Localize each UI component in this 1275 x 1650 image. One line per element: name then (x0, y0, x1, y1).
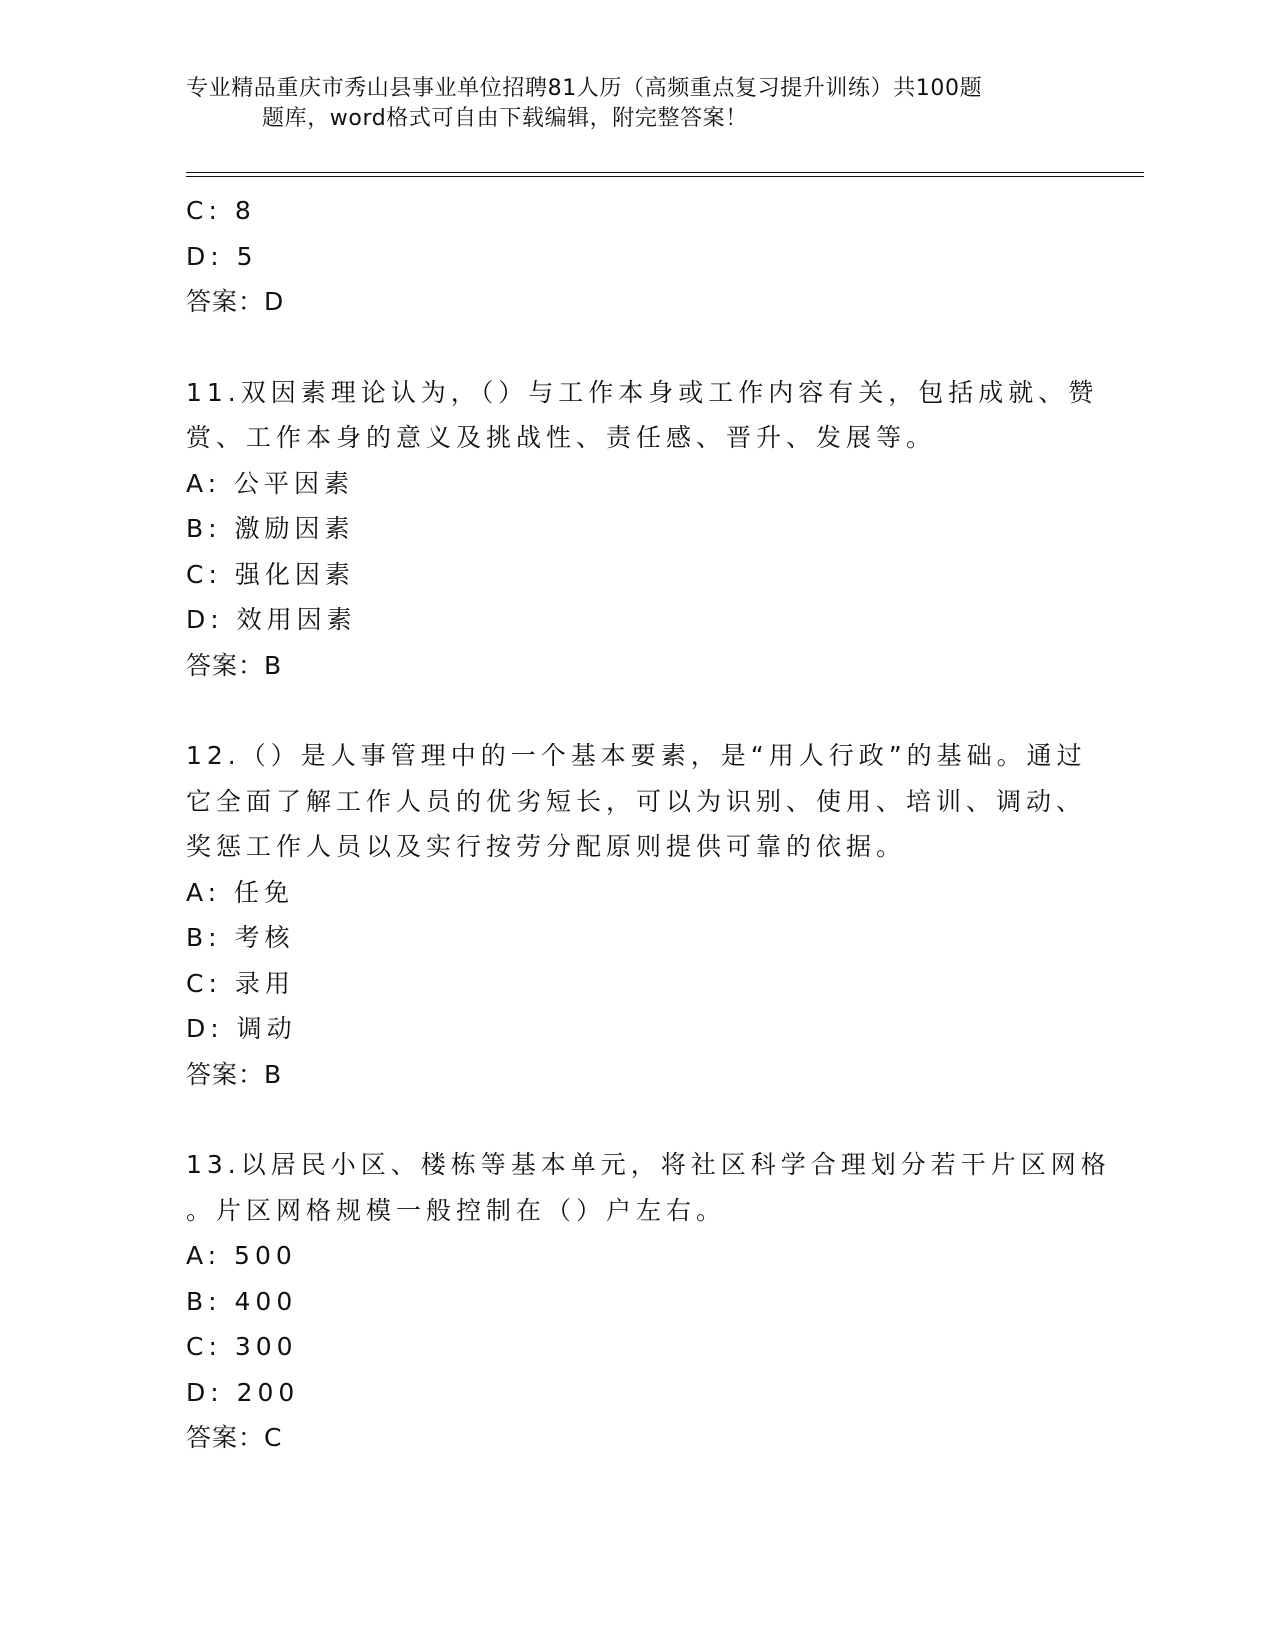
option-a: A: 500 (186, 1241, 297, 1270)
option-a: A: 任免 (186, 877, 295, 907)
question-12 (186, 733, 1087, 1097)
option-c: C: 8 (186, 196, 256, 225)
option-c: C: 录用 (186, 968, 295, 998)
question-13 (186, 1142, 1111, 1461)
previous-question-tail (186, 188, 1066, 325)
header-line-1: 专业精品重庆市秀山县事业单位招聘81人历（高频重点复习提升训练）共100题 (186, 76, 983, 101)
header-line-2: 题库，word格式可自由下载编辑，附完整答案！ (262, 106, 748, 131)
header-rule-bottom (186, 176, 1144, 177)
answer-line: 答案：B (186, 650, 283, 680)
header-rule-top (186, 172, 1144, 173)
option-d: D: 调动 (186, 1014, 297, 1043)
question-text-line: 它全面了解工作人员的优劣短长，可以为识别、使用、培训、调动、 (186, 786, 1087, 816)
question-text-line: 11.双因素理论认为，（）与工作本身或工作内容有关，包括成就、赞 (186, 377, 1099, 407)
document-header (186, 74, 1066, 134)
option-d: D: 200 (186, 1377, 300, 1407)
answer-line: 答案：C (186, 1423, 283, 1452)
question-11 (186, 370, 1099, 689)
question-text-line: 赏、工作本身的意义及挑战性、责任感、晋升、发展等。 (186, 423, 937, 452)
answer-line: 答案：D (186, 287, 285, 316)
question-list (186, 188, 1111, 1461)
option-b: B: 激励因素 (186, 514, 355, 543)
option-b: B: 考核 (186, 923, 295, 952)
option-c: C: 300 (186, 1332, 298, 1361)
option-b: B: 400 (186, 1286, 298, 1316)
question-text-line: 。片区网格规模一般控制在（）户左右。 (186, 1195, 727, 1225)
question-text-line: 13.以居民小区、楼栋等基本单元，将社区科学合理划分若干片区网格 (186, 1150, 1111, 1179)
option-d: D: 效用因素 (186, 605, 357, 634)
option-a: A: 公平因素 (186, 468, 355, 498)
question-text-line: 12.（）是人事管理中的一个基本要素，是“用人行政”的基础。通过 (186, 741, 1087, 770)
option-d: D: 5 (186, 241, 258, 271)
option-c: C: 强化因素 (186, 559, 355, 589)
answer-line: 答案：B (186, 1059, 283, 1089)
question-text-line: 奖惩工作人员以及实行按劳分配原则提供可靠的依据。 (186, 832, 907, 861)
